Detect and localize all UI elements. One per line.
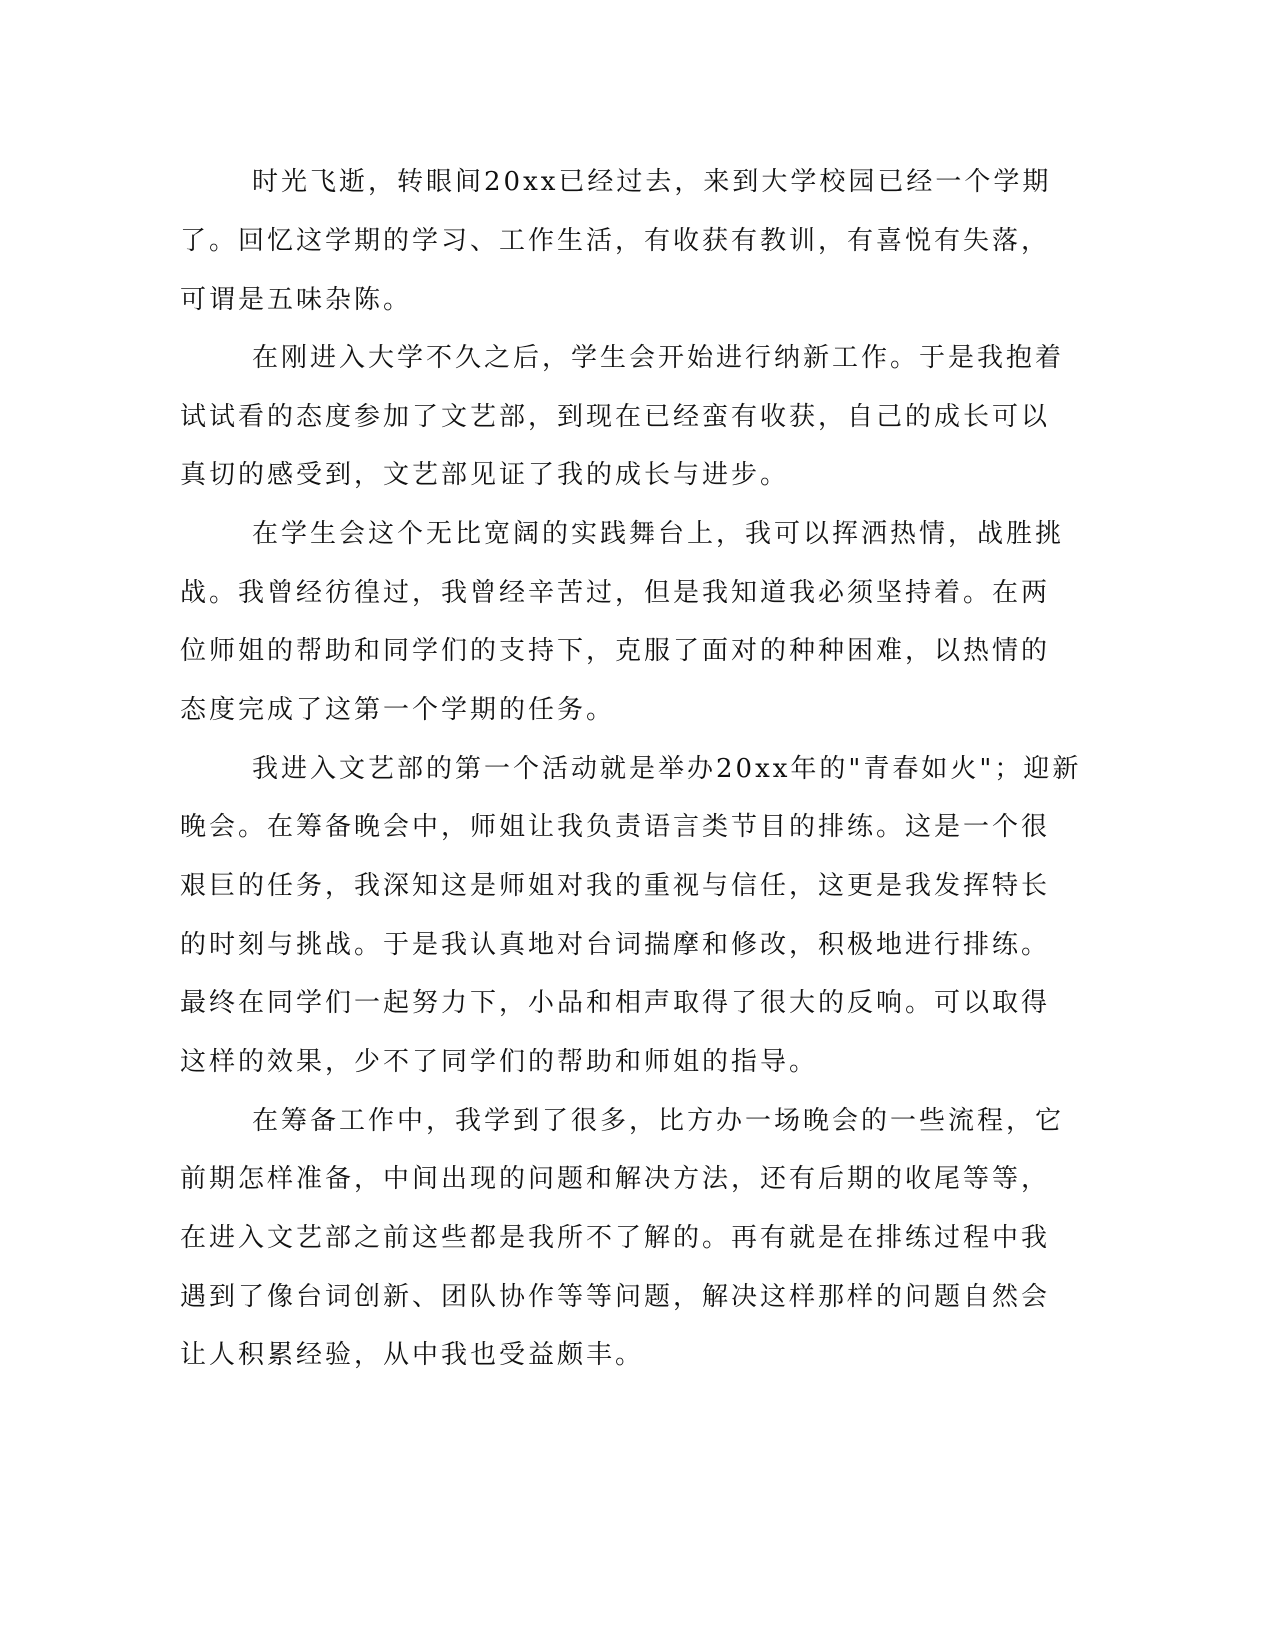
text-line: 最终在同学们一起努力下，小品和相声取得了很大的反响。可以取得	[180, 988, 1051, 1018]
text-line: 了。回忆这学期的学习、工作生活，有收获有教训，有喜悦有失落，	[180, 226, 1051, 256]
text-line: 试试看的态度参加了文艺部，到现在已经蛮有收获，自己的成长可以	[180, 402, 1051, 432]
text-line: 位师姐的帮助和同学们的支持下，克服了面对的种种困难，以热情的	[180, 636, 1051, 666]
text-line: 战。我曾经彷徨过，我曾经辛苦过，但是我知道我必须坚持着。在两	[180, 578, 1051, 608]
text-line: 在筹备工作中，我学到了很多，比方办一场晚会的一些流程，它	[252, 1106, 1065, 1136]
text-line: 我进入文艺部的第一个活动就是举办20xx年的"青春如火"；迎新	[252, 754, 1082, 784]
text-line: 可谓是五味杂陈。	[180, 285, 413, 315]
text-line: 遇到了像台词创新、团队协作等等问题，解决这样那样的问题自然会	[180, 1282, 1051, 1312]
text-line: 态度完成了这第一个学期的任务。	[180, 695, 616, 725]
text-line: 晚会。在筹备晚会中，师姐让我负责语言类节目的排练。这是一个很	[180, 812, 1051, 842]
text-line: 让人积累经验，从中我也受益颇丰。	[180, 1340, 645, 1370]
text-line: 这样的效果，少不了同学们的帮助和师姐的指导。	[180, 1047, 819, 1077]
text-line: 艰巨的任务，我深知这是师姐对我的重视与信任，这更是我发挥特长	[180, 871, 1051, 901]
text-line: 的时刻与挑战。于是我认真地对台词揣摩和修改，积极地进行排练。	[180, 930, 1051, 960]
text-line: 在学生会这个无比宽阔的实践舞台上，我可以挥洒热情，战胜挑	[252, 519, 1065, 549]
text-line: 在刚进入大学不久之后，学生会开始进行纳新工作。于是我抱着	[252, 343, 1065, 373]
text-line: 时光飞逝，转眼间20xx已经过去，来到大学校园已经一个学期	[252, 167, 1052, 197]
text-line: 真切的感受到，文艺部见证了我的成长与进步。	[180, 460, 790, 490]
text-line: 前期怎样准备，中间出现的问题和解决方法，还有后期的收尾等等，	[180, 1164, 1051, 1194]
text-line: 在进入文艺部之前这些都是我所不了解的。再有就是在排练过程中我	[180, 1223, 1051, 1253]
